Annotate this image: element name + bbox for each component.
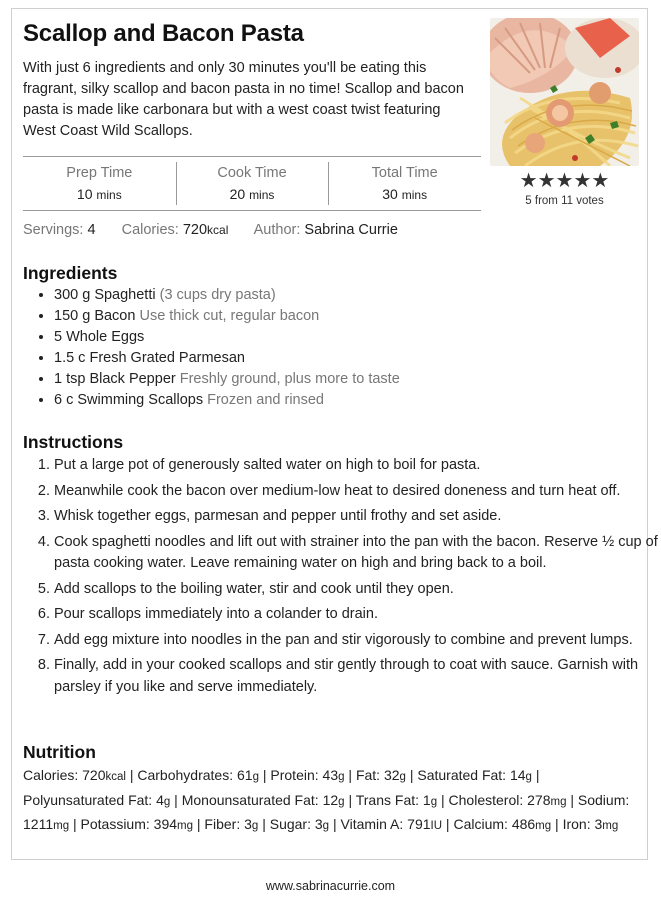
recipe-title: Scallop and Bacon Pasta — [23, 20, 304, 47]
nutrition-item: Potassium: 394mg — [80, 816, 193, 832]
recipe-times — [23, 156, 481, 211]
prep-time — [23, 157, 176, 210]
prep-time-value: 10 mins — [76, 186, 122, 202]
instruction-step: 3. Whisk together eggs, parmesan and pepper until frothy and set aside. — [54, 506, 660, 528]
ingredient-item: • 1.5 c Fresh Grated Parmesan — [54, 348, 654, 369]
prep-time-label: Prep Time — [66, 165, 133, 181]
total-time — [328, 157, 481, 210]
recipe-card — [11, 8, 658, 860]
footer-site[interactable]: www.sabrinacurrie.com — [265, 879, 396, 893]
nutrition-heading: Nutrition — [23, 742, 96, 762]
total-time-label: Total Time — [371, 165, 438, 181]
recipe-summary: With just 6 ingredients and only 30 minutes you'll be eating this fragrant, silky scallop and bacon pasta in no time! Scallop and bacon pasta is made like carbonara but with a west coast twist featuring West Coast Wild Scallops. — [23, 60, 464, 139]
nutrition-item: Monounsaturated Fat: 12g — [181, 791, 345, 808]
calories-value: 720 — [182, 222, 208, 238]
nutrition-item: Cholesterol: 278mg — [448, 791, 567, 808]
calories-label: Calories: — [121, 222, 179, 238]
ingredient-item: • 150 g Bacon Use thick cut, regular bacon — [54, 306, 654, 327]
nutrition-item: Trans Fat: 1g — [355, 791, 438, 808]
nutrition-facts: Calories: 720kcal | Carbohydrates: 61g | Protein: 43g | Fat: 32g | Saturated Fat: 14g | Polyunsaturated Fat: 4g | Monounsaturated Fat: 12g | Trans Fat: 1g | Cholesterol: 278mg | Sodium: 1211mg | Potassium: 394mg | Fiber: 3g | Sugar: 3g | Vitamin A: 791IU | Calcium: 486mg | Iron: 3mg — [23, 767, 630, 832]
nutrition-item: Protein: 43g — [270, 767, 345, 783]
ingredient-item: • 6 c Swimming Scallops Frozen and rinsed — [54, 390, 654, 411]
instruction-step: 1. Put a large pot of generously salted water on high to boil for pasta. — [54, 455, 660, 477]
nutrition-item: Fat: 32g — [355, 767, 406, 783]
total-time-value: 30 mins — [382, 186, 428, 202]
servings-label: Servings: — [23, 222, 84, 238]
rating-votes: 5 from 11 votes — [525, 195, 604, 207]
nutrition-item: Fiber: 3g — [204, 816, 259, 832]
servings-value: 4 — [87, 222, 96, 238]
pasta-photo — [490, 18, 639, 166]
nutrition-item: Sugar: 3g — [269, 816, 330, 832]
nutrition-item: Sodium: 1211mg — [23, 791, 630, 832]
rating — [490, 170, 639, 207]
nutrition-item: Carbohydrates: 61g — [137, 767, 259, 783]
ingredient-item: • 300 g Spaghetti (3 cups dry pasta) — [54, 285, 654, 306]
ingredients-list — [23, 285, 654, 411]
cook-time — [176, 157, 329, 210]
calories-unit: kcal — [207, 223, 229, 237]
instruction-step: 5. Add scallops to the boiling water, stir and cook until they open. — [54, 579, 660, 601]
nutrition-item: Iron: 3mg — [562, 816, 619, 832]
ingredients-heading: Ingredients — [23, 263, 118, 283]
recipe-meta — [23, 222, 398, 238]
author-label: Author: — [253, 222, 301, 238]
author-name[interactable]: Sabrina Currie — [304, 222, 398, 238]
instruction-step: 4. Cook spaghetti noodles and lift out with strainer into the pan with the bacon. Reserve ½ cup of pasta cooking water. Leave remaining water on high and bring back to a boil. — [54, 532, 660, 575]
rating-stars-icon[interactable]: ★★★★★ — [519, 170, 610, 192]
ingredient-item: • 1 tsp Black Pepper Freshly ground, plus more to taste — [54, 369, 654, 390]
nutrition-item: Calories: 720kcal — [23, 767, 126, 783]
nutrition-item: Vitamin A: 791IU — [340, 816, 443, 832]
instruction-step: 8. Finally, add in your cooked scallops and stir gently through to coat with sauce. Garnish with parsley if you like and serve immediately. — [54, 655, 660, 698]
nutrition-item: Saturated Fat: 14g — [417, 767, 532, 783]
instruction-step: 6. Pour scallops immediately into a colander to drain. — [54, 604, 660, 626]
nutrition-item: Polyunsaturated Fat: 4g — [23, 791, 171, 808]
cook-time-value: 20 mins — [229, 186, 275, 202]
instructions-list — [23, 455, 660, 702]
instruction-step: 7. Add egg mixture into noodles in the pan and stir vigorously to combine and prevent lumps. — [54, 630, 660, 652]
instruction-step: 2. Meanwhile cook the bacon over medium-low heat to desired doneness and turn heat off. — [54, 481, 660, 503]
instructions-heading: Instructions — [23, 432, 124, 452]
nutrition-item: Calcium: 486mg — [453, 816, 552, 832]
cook-time-label: Cook Time — [217, 165, 287, 181]
ingredient-item: • 5 Whole Eggs — [54, 327, 654, 348]
